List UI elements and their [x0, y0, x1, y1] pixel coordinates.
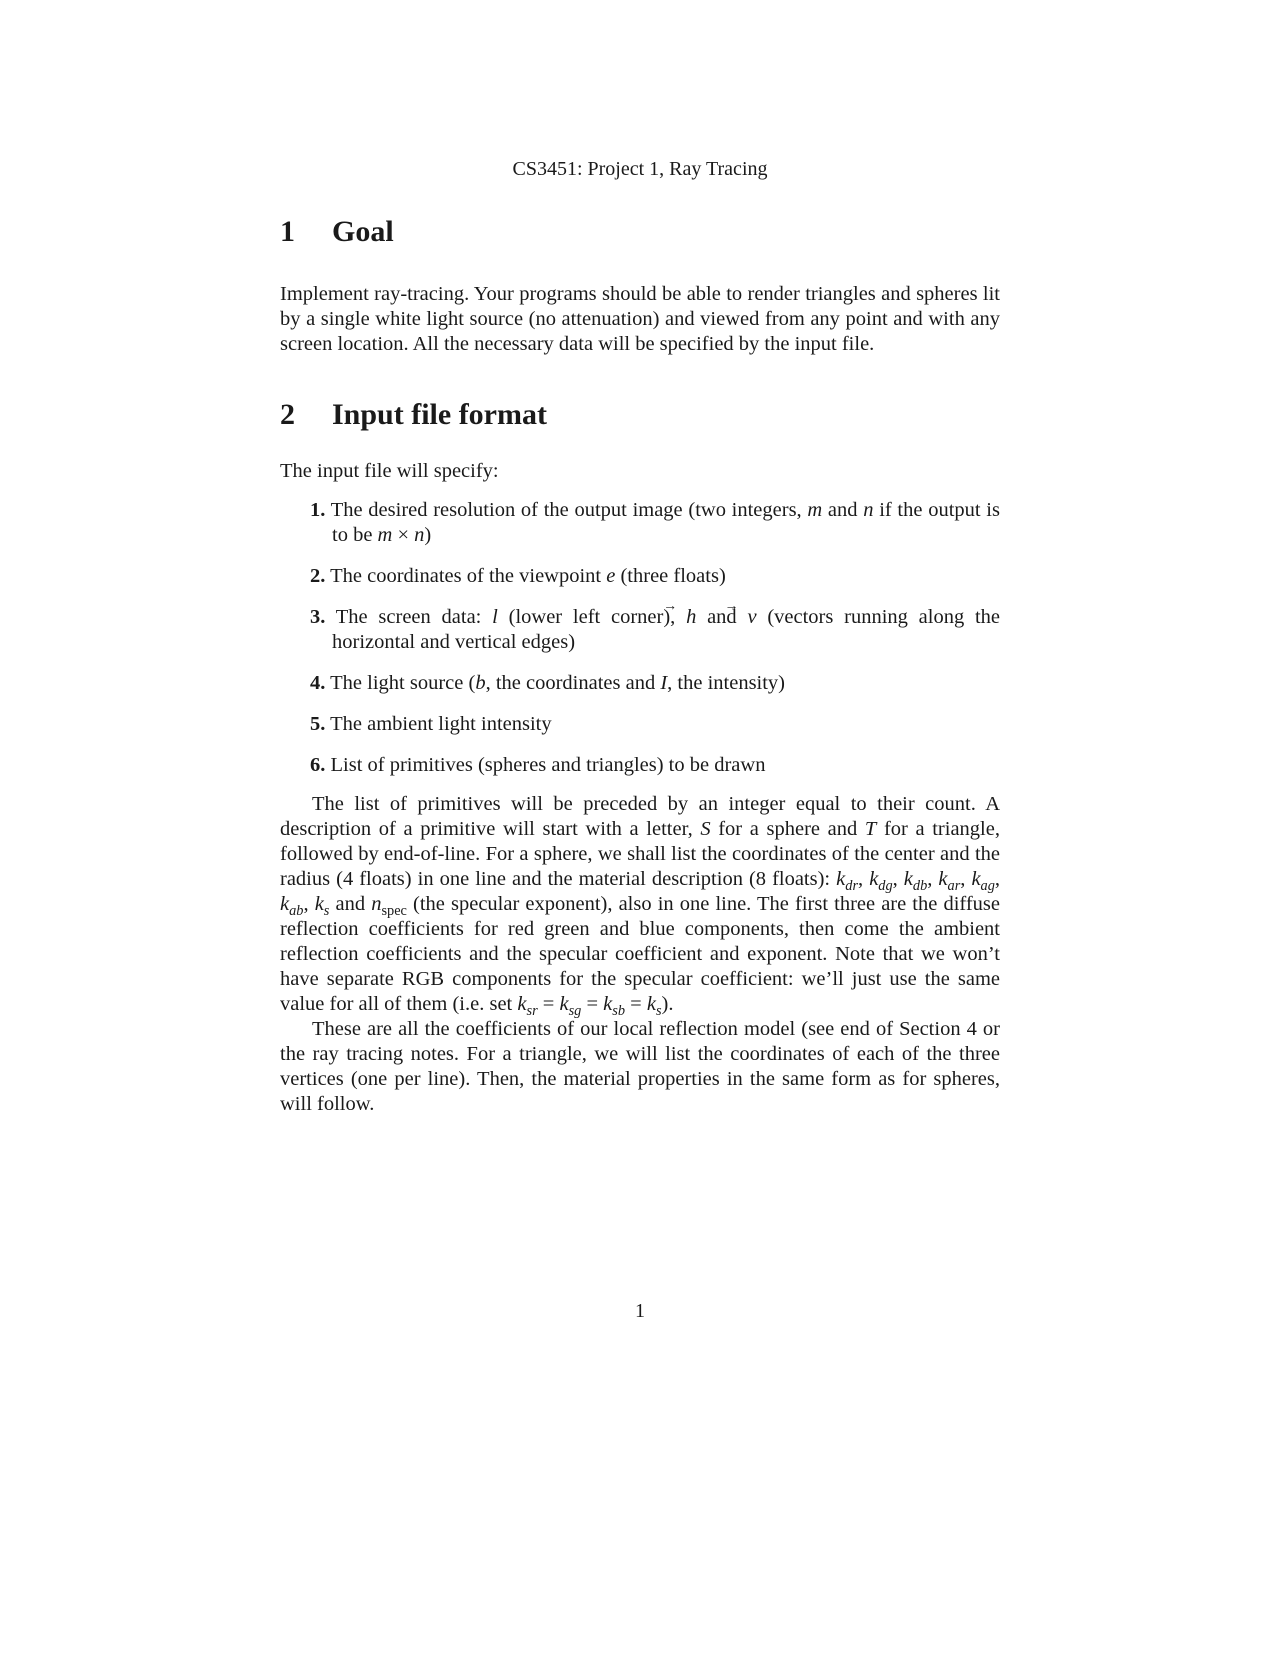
primitives-paragraph: The list of primitives will be preceded by an integer equal to their count. A description of a primitive will start with a letter, S for a sphere and T for a triangle, followed by end-of-line. For a sphere, we shall list the coordinates of the center and the radius (4 floats) in one line and the material description (8 floats): $k_{dr}$, $k_{dg}$, $k_{db}$, $k_{ar}$, $k_{ag}$, $k_{ab}$, $k_s$ and $n_{spec}$ (the specular exponent), also in one line. The first three are the diffuse reflection coefficients for red green and blue components, then come the ambient reflection coefficients and the specular coefficient and exponent. Note that we won’t have separate RGB components for the specular coefficient: we’ll just use the same value for all of them (i.e. set $k_{sr} = k_{sg} = k_{sb} = k_s$). [280, 793, 1001, 1020]
document-body [280, 212, 1000, 1117]
coefficients-paragraph: These are all the coefficients of our local reflection model (see end of Section 4 or the ray tracing notes. For a triangle, we will list the coordinates of each of the three vertices (one per line). Then, the material properties in the same form as for spheres, will follow. [280, 1018, 1000, 1115]
input-intro: The input file will specify: [280, 460, 499, 482]
input-spec-list [280, 498, 1000, 778]
list-item: 2. The coordinates of the viewpoint e (three floats) [310, 565, 726, 587]
section-number: 1 [280, 215, 295, 248]
list-item: 1. The desired resolution of the output image (two integers, m and n if the output is to be m × n) [310, 499, 1000, 546]
vector-h: → h [686, 606, 696, 628]
section-heading-input-file-format [280, 395, 1000, 447]
section-title: Goal [332, 215, 394, 248]
page-number: 1 [635, 1300, 645, 1322]
document-title: CS3451: Project 1, Ray Tracing [512, 158, 768, 180]
list-item: 6. List of primitives (spheres and triangles) to be drawn [310, 754, 766, 776]
list-item: 3. The screen data: l (lower left corner), → h and → v (vectors running along the horizontal and vertical edges) [280, 605, 1000, 655]
list-item: 4. The light source (b, the coordinates and I, the intensity) [310, 672, 786, 694]
section-heading-goal [280, 212, 1000, 264]
goal-paragraph: Implement ray-tracing. Your programs should be able to render triangles and spheres lit by a single white light source (no attenuation) and viewed from any point and with any screen location. All the necessary data will be specified by the input file. [280, 283, 1000, 355]
section-number: 2 [280, 398, 295, 431]
list-item: 5. The ambient light intensity [310, 713, 552, 735]
vector-v: → v [747, 606, 756, 628]
section-title: Input file format [332, 398, 547, 431]
